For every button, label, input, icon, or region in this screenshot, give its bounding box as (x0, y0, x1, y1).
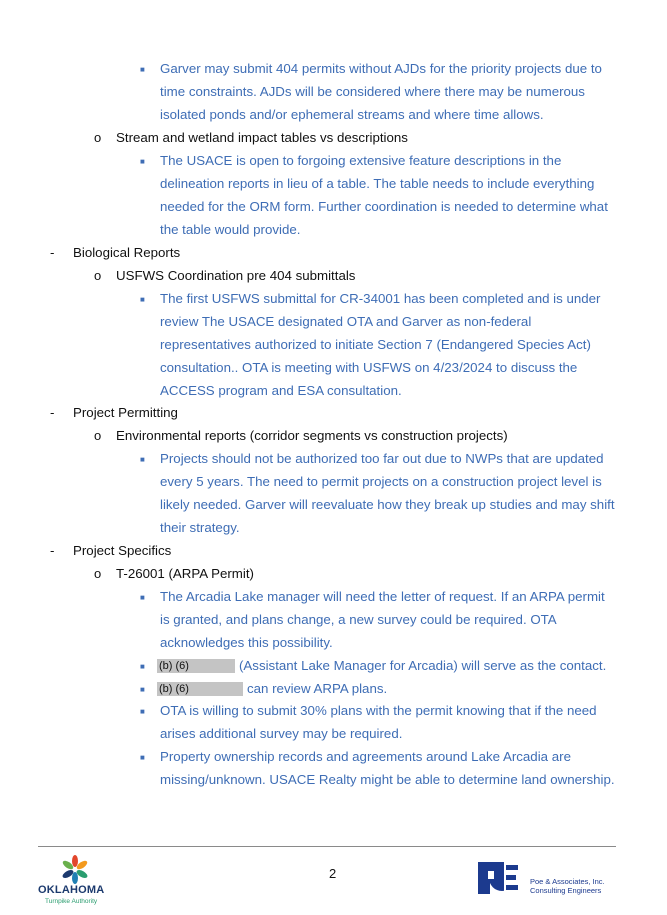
body-line: consultation.. OTA is meeting with USFWS on 4/23/2024 to discuss the (160, 360, 578, 375)
ota-name: OKLAHOMA (38, 884, 105, 896)
bullet-square-icon: ■ (140, 753, 145, 762)
page-number: 2 (329, 866, 337, 881)
body-line: is granted, and plans change, a new survey could be required. OTA (160, 612, 557, 627)
sub-heading: Environmental reports (corridor segments vs construction projects) (116, 428, 508, 443)
body-line: review The USACE designated OTA and Garver as non-federal (160, 314, 532, 329)
body-line: arises additional survey may be required. (160, 726, 403, 741)
body-line: The USACE is open to forgoing extensive feature descriptions in the (160, 153, 562, 168)
body-line: needed for the ORM form. Further coordination is needed to determine what (160, 199, 608, 214)
ota-subtitle: Turnpike Authority (45, 898, 98, 905)
body-line: representatives authorized to initiate Section 7 (Endangered Species Act) (160, 337, 591, 352)
dash-bullet-icon: - (50, 245, 55, 260)
body-line: time constraints. AJDs will be considered where there may be numerous (160, 84, 585, 99)
dash-bullet-icon: - (50, 405, 55, 420)
body-line: Property ownership records and agreements around Lake Arcadia are (160, 749, 571, 764)
body-line: Garver may submit 404 permits without AJDs for the priority projects due to (160, 61, 602, 76)
sub-heading: USFWS Coordination pre 404 submittals (116, 268, 356, 283)
bullet-circle-icon: o (94, 566, 102, 581)
bullet-square-icon: ■ (140, 593, 145, 602)
body-line: OTA is willing to submit 30% plans with the permit knowing that if the need (160, 703, 597, 718)
body-line: every 5 years. The need to permit projects on a construction project level is (160, 474, 602, 489)
body-line: isolated ponds and/or ephemeral streams and where time allows. (160, 107, 544, 122)
section-heading: Project Specifics (73, 543, 172, 558)
body-line: likely needed. Garver will reevaluate how they break up studies and may shift (160, 497, 615, 512)
bullet-square-icon: ■ (140, 295, 145, 304)
body-line: their strategy. (160, 520, 240, 535)
section-heading: Project Permitting (73, 405, 178, 420)
redaction-box: (b) (6) (157, 659, 235, 673)
redaction-box: (b) (6) (157, 682, 243, 696)
body-line: The Arcadia Lake manager will need the letter of request. If an ARPA permit (160, 589, 605, 604)
bullet-square-icon: ■ (140, 662, 145, 671)
body-line: the table would provide. (160, 222, 301, 237)
poe-name: Poe & Associates, Inc. (530, 877, 605, 886)
body-line: delineation reports in lieu of a table. The table needs to include everything (160, 176, 595, 191)
bullet-circle-icon: o (94, 130, 102, 145)
bullet-circle-icon: o (94, 428, 102, 443)
bullet-square-icon: ■ (140, 707, 145, 716)
sub-heading: Stream and wetland impact tables vs descriptions (116, 130, 408, 145)
bullet-square-icon: ■ (140, 157, 145, 166)
body-line: ACCESS program and ESA consultation. (160, 383, 402, 398)
poe-logo-icon (478, 862, 520, 894)
body-line: acknowledges this possibility. (160, 635, 333, 650)
body-line: can review ARPA plans. (247, 681, 388, 696)
dash-bullet-icon: - (50, 543, 55, 558)
bullet-square-icon: ■ (140, 685, 145, 694)
body-line: Projects should not be authorized too far out due to NWPs that are updated (160, 451, 604, 466)
bullet-circle-icon: o (94, 268, 102, 283)
sub-heading: T-26001 (ARPA Permit) (116, 566, 254, 581)
poe-subtitle: Consulting Engineers (530, 886, 602, 895)
body-line: missing/unknown. USACE Realty might be able to determine land ownership. (160, 772, 615, 787)
body-line: (Assistant Lake Manager for Arcadia) will serve as the contact. (239, 658, 607, 673)
bullet-square-icon: ■ (140, 65, 145, 74)
body-line: The first USFWS submittal for CR-34001 has been completed and is under (160, 291, 601, 306)
bullet-square-icon: ■ (140, 455, 145, 464)
footer-divider (38, 846, 616, 847)
section-heading: Biological Reports (73, 245, 181, 260)
